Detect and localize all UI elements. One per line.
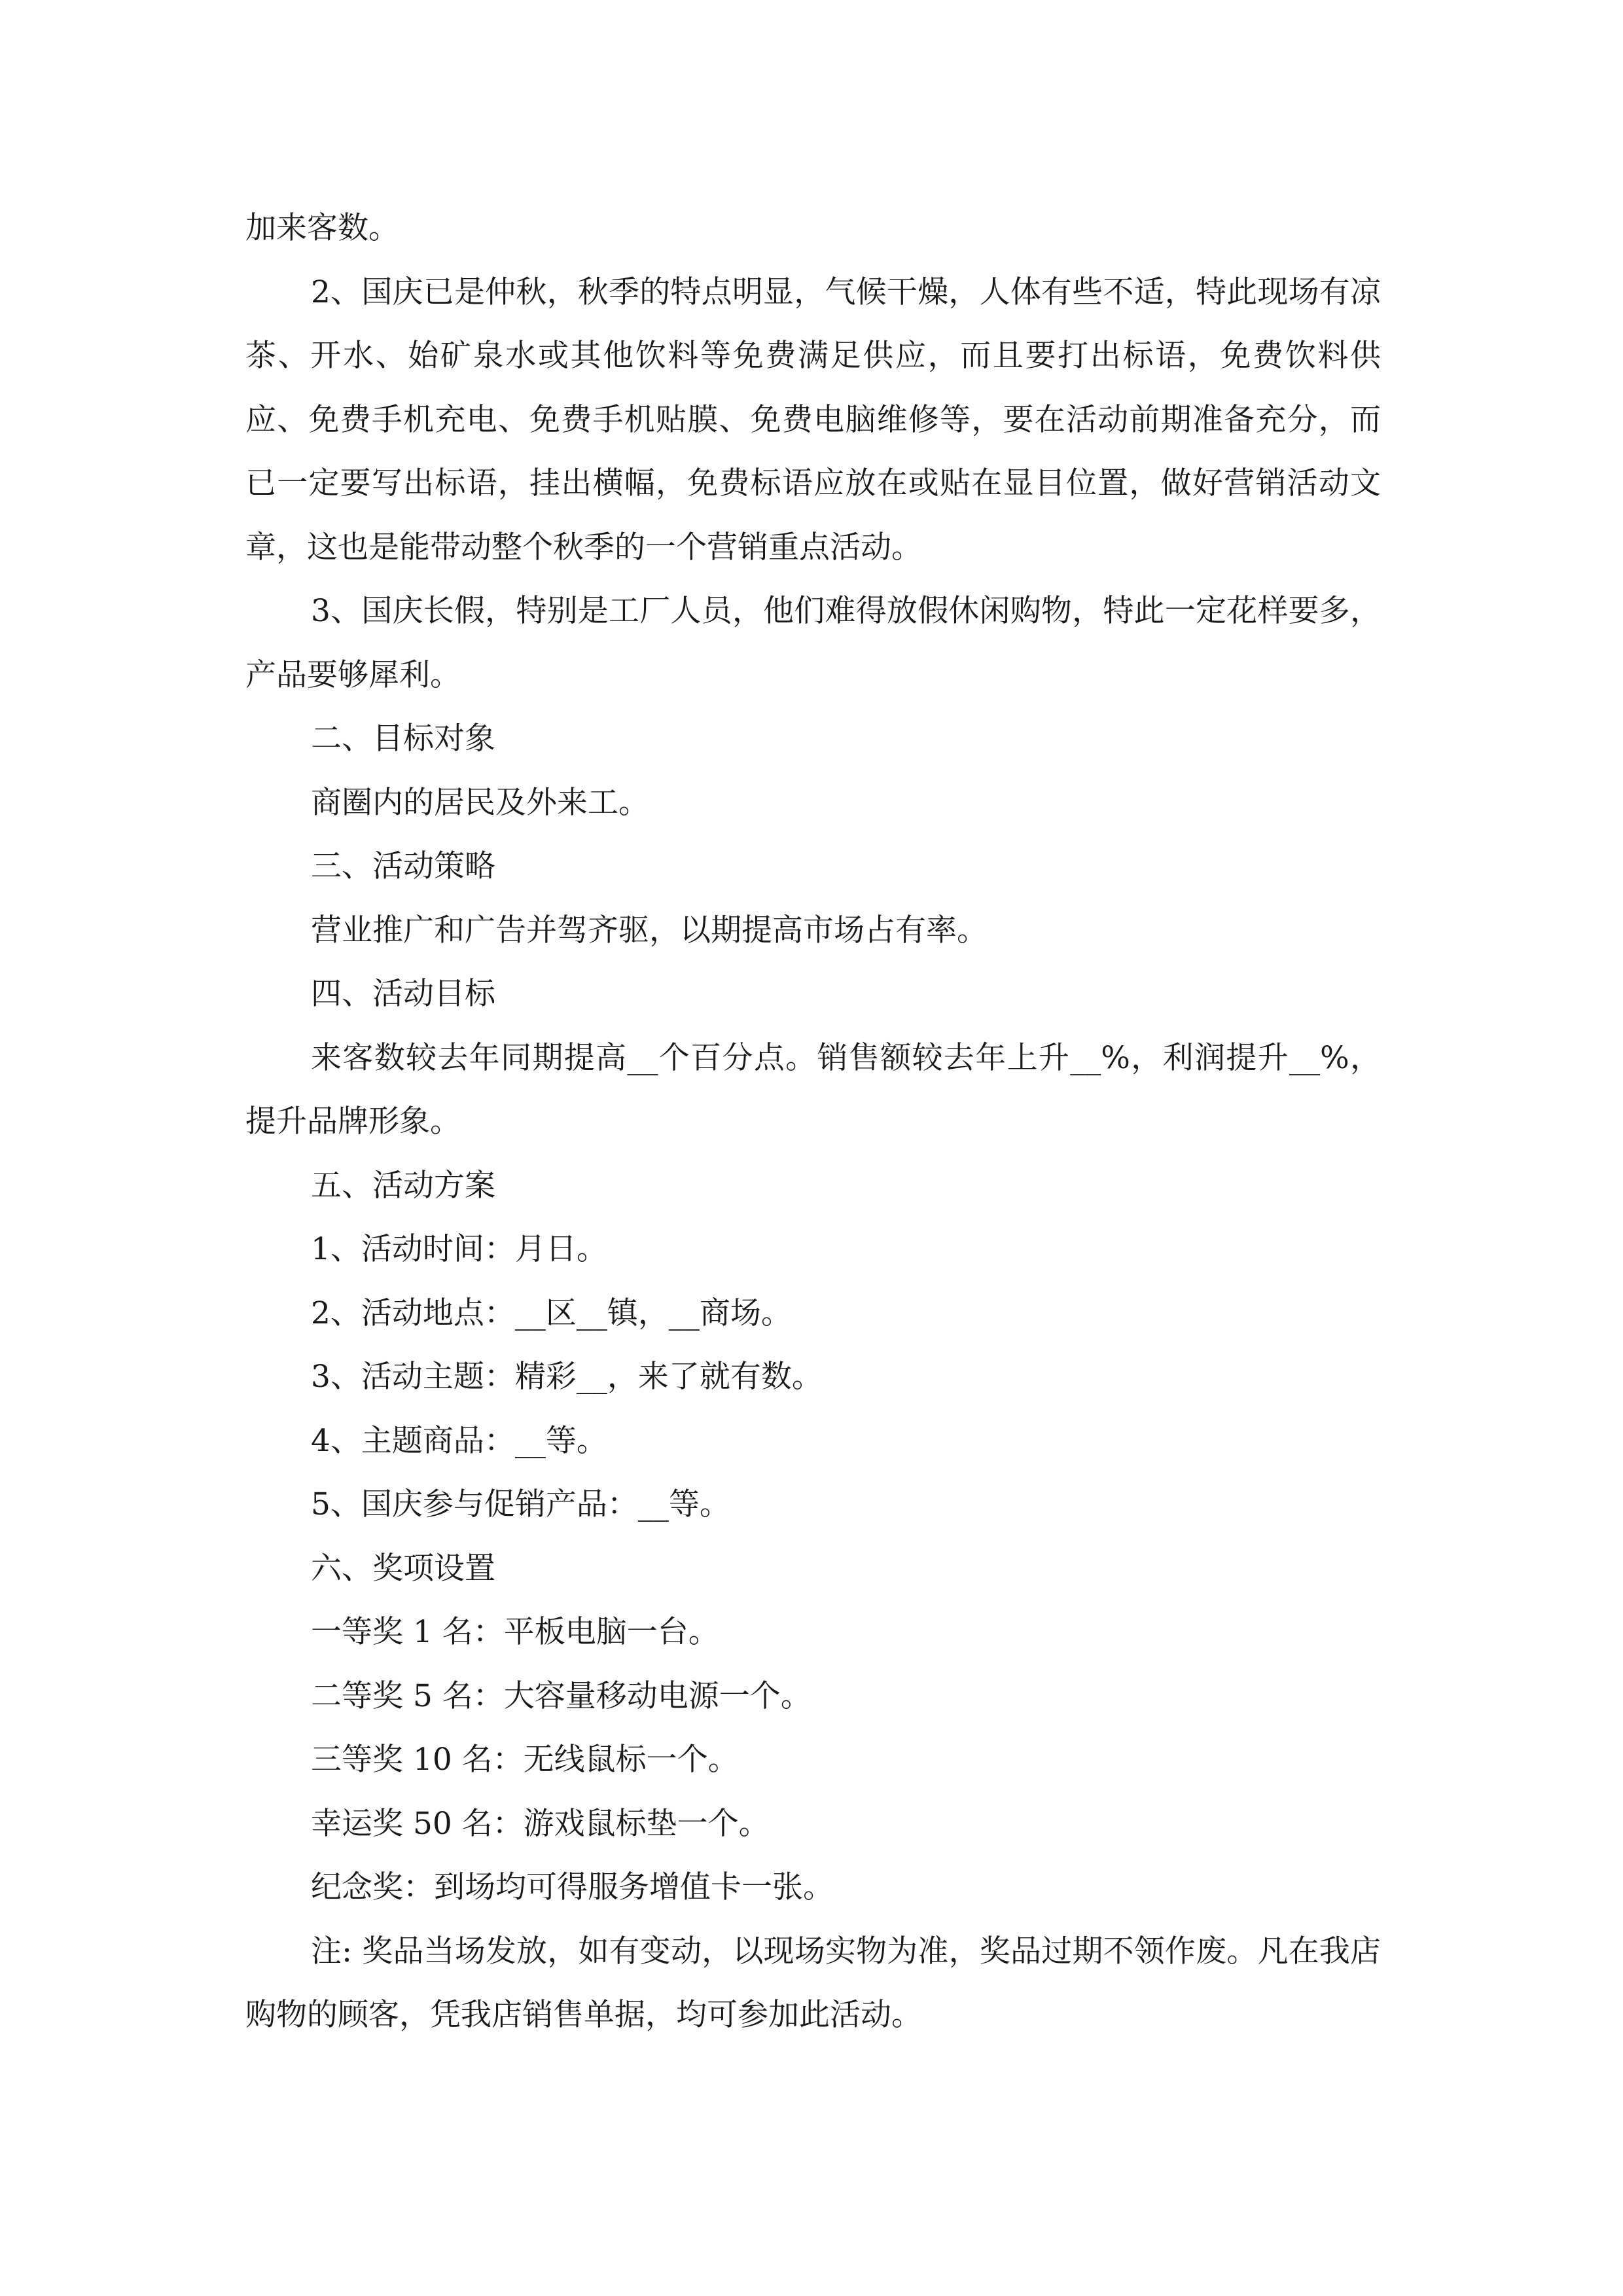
plan-item-time: 1、活动时间：月日。: [311, 1231, 607, 1267]
paragraph-item-2: 2、国庆已是仲秋，秋季的特点明显，气候干燥，人体有些不适，特此现场有凉茶、开水、始矿泉水或其他饮料等免费满足供应，而且要打出标语，免费饮料供应、免费手机充电、免费手机贴膜、免费电脑维修等，要在活动前期准备充分，而已一定要写出标语，挂出横幅，免费标语应放在或贴在显目位置，做好营销活动文章，这也是能带动整个秋季的一个营销重点活动。: [245, 274, 1381, 565]
section-heading-goals: 四、活动目标: [311, 976, 495, 1012]
paragraph-item-3: 3、国庆长假，特别是工厂人员，他们难得放假休闲购物，特此一定花样要多，产品要够犀利。: [245, 593, 1381, 693]
paragraph-continuation: 加来客数。: [245, 210, 399, 246]
plan-item-promo-products: 5、国庆参与促销产品：__等。: [311, 1486, 730, 1522]
section-heading-target: 二、目标对象: [311, 721, 495, 757]
prize-first: 一等奖 1 名：平板电脑一台。: [311, 1614, 719, 1650]
paragraph-note: 注: 奖品当场发放，如有变动，以现场实物为准，奖品过期不领作废。凡在我店购物的顾客，凭我店销售单据，均可参加此活动。: [245, 1933, 1381, 2033]
section-heading-prizes: 六、奖项设置: [311, 1550, 495, 1587]
prize-souvenir: 纪念奖：到场均可得服务增值卡一张。: [311, 1869, 834, 1905]
section-heading-plan: 五、活动方案: [311, 1167, 495, 1204]
prize-second: 二等奖 5 名：大容量移动电源一个。: [311, 1677, 812, 1714]
section-heading-strategy: 三、活动策略: [311, 848, 495, 884]
document-body: [245, 196, 1381, 2047]
prize-lucky: 幸运奖 50 名：游戏鼠标垫一个。: [311, 1805, 770, 1842]
paragraph-goals: 来客数较去年同期提高__个百分点。销售额较去年上升__%，利润提升__%，提升品牌形象。: [245, 1039, 1381, 1139]
prize-third: 三等奖 10 名：无线鼠标一个。: [311, 1742, 739, 1778]
plan-item-theme-products: 4、主题商品：__等。: [311, 1422, 607, 1459]
paragraph-strategy: 营业推广和广告并驾齐驱，以期提高市场占有率。: [311, 912, 988, 948]
paragraph-target: 商圈内的居民及外来工。: [311, 784, 649, 821]
plan-item-theme: 3、活动主题：精彩__，来了就有数。: [311, 1359, 823, 1395]
plan-item-location: 2、活动地点：__区__镇，__商场。: [311, 1295, 792, 1331]
